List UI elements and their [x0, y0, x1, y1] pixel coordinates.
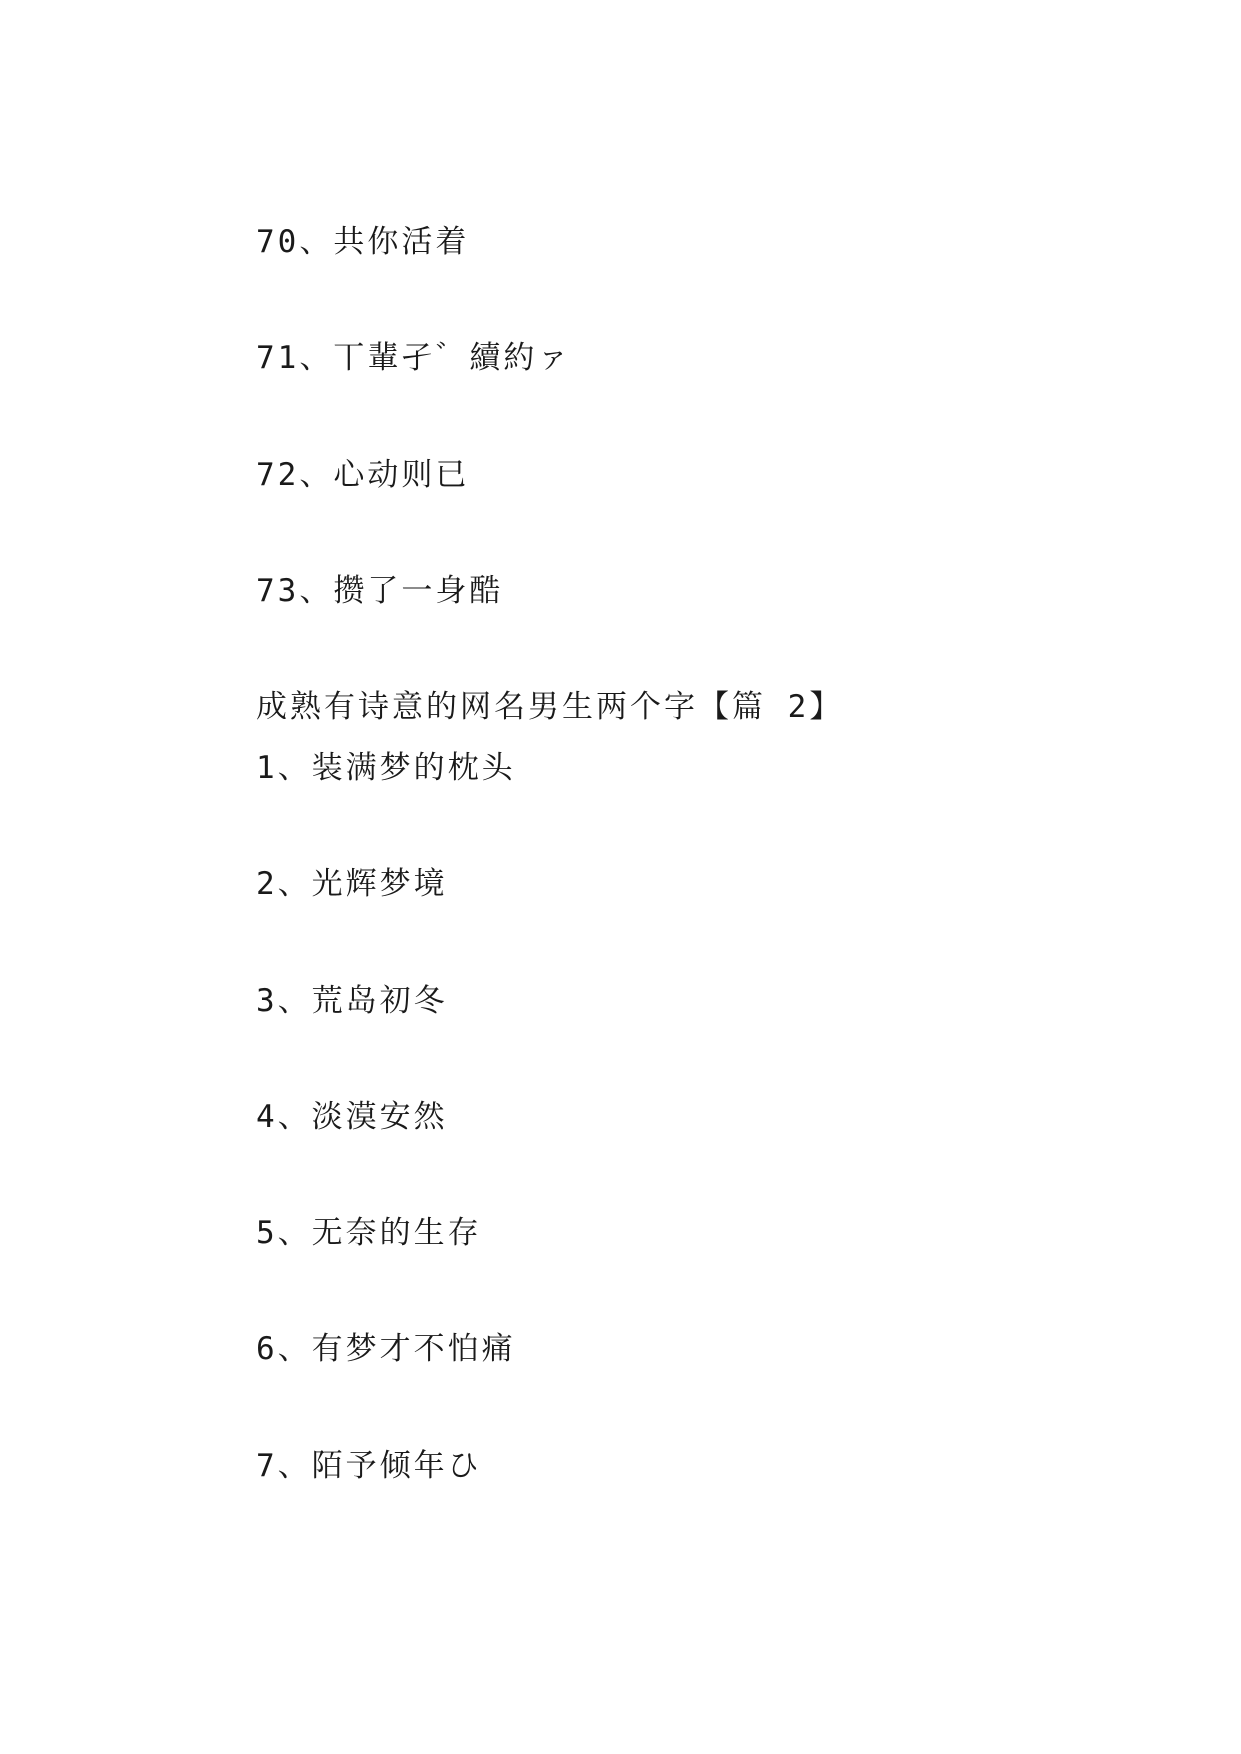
list-item: 73、攒了一身酷 — [256, 573, 504, 609]
list-item: 71、丅輩孑゛續約ァ — [256, 340, 572, 376]
list-item: 70、共你活着 — [256, 224, 470, 260]
list-item: 7、陌予倾年ひ — [256, 1448, 482, 1484]
list-item: 72、心动则已 — [256, 457, 470, 493]
list-item: 3、荒岛初冬 — [256, 983, 448, 1019]
section-heading: 成熟有诗意的网名男生两个字【篇 2】 — [256, 689, 844, 725]
list-item: 4、淡漠安然 — [256, 1099, 448, 1135]
list-item: 5、无奈的生存 — [256, 1215, 482, 1251]
list-item: 1、装满梦的枕头 — [256, 750, 516, 786]
list-item: 2、光辉梦境 — [256, 866, 448, 902]
list-item: 6、有梦才不怕痛 — [256, 1331, 516, 1367]
